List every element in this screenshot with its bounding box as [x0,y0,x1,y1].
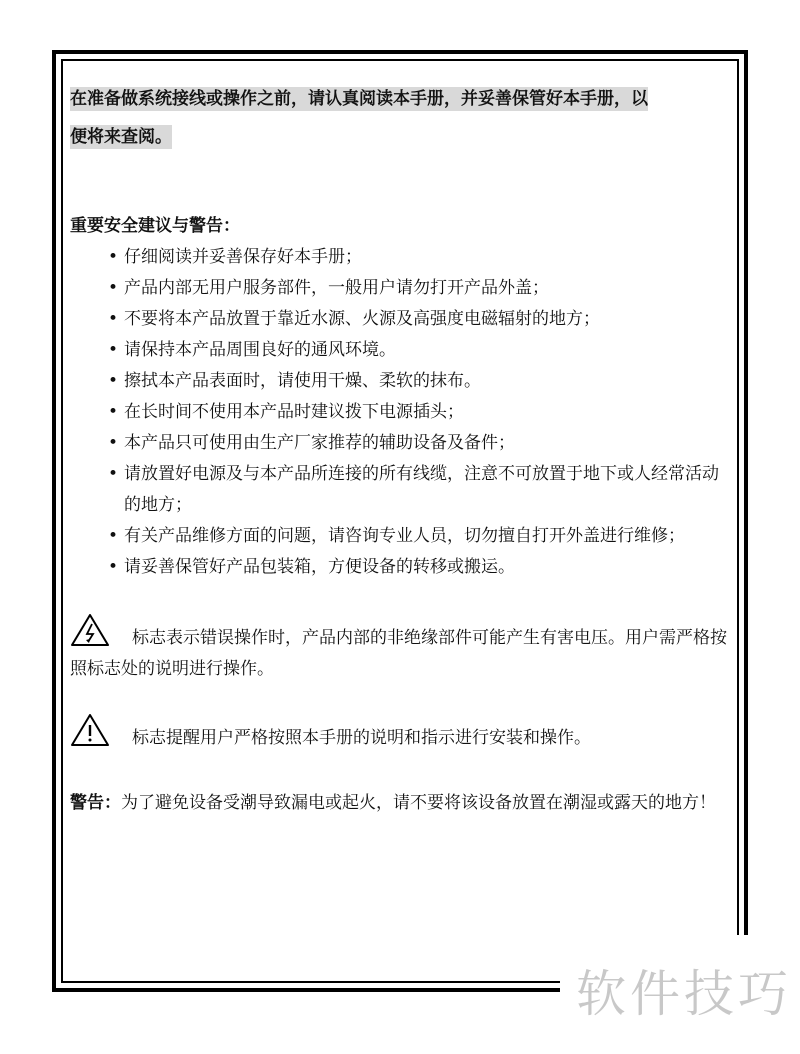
warning-paragraph [70,788,730,819]
manual-page-content [70,80,730,819]
intro-line-1: 在准备做系统接线或操作之前，请认真阅读本手册，并妥善保管好本手册，以 [70,89,648,109]
safety-item: • 有关产品维修方面的问题，请咨询专业人员，切勿擅自打开外盖进行维修； [108,521,730,552]
warning-label: 警告： [70,793,121,813]
safety-item: • 本产品只可使用由生产厂家推荐的辅助设备及备件； [108,428,730,459]
voltage-symbol-text: 标志表示错误操作时，产品内部的非绝缘部件可能产生有害电压。用户需严格按照标志处的说明进行操作。 [70,628,727,679]
high-voltage-warning-icon [70,613,110,647]
safety-item: • 请保持本产品周围良好的通风环境。 [108,335,730,366]
caution-symbol-text: 标志提醒用户严格按照本手册的说明和指示进行安装和操作。 [132,728,591,748]
safety-item: • 产品内部无用户服务部件，一般用户请勿打开产品外盖； [108,273,730,304]
safety-list [70,242,730,583]
safety-item: • 请妥善保管好产品包装箱，方便设备的转移或搬运。 [108,552,730,583]
safety-item: • 擦拭本产品表面时，请使用干燥、柔软的抹布。 [108,366,730,397]
safety-item: • 仔细阅读并妥善保存好本手册； [108,242,730,273]
watermark-text: 软件技巧 [576,965,792,1023]
warning-text: 为了避免设备受潮导致漏电或起火，请不要将该设备放置在潮湿或露天的地方！ [121,793,716,813]
voltage-symbol-note [70,613,730,685]
safety-item: • 不要将本产品放置于靠近水源、火源及高强度电磁辐射的地方； [108,304,730,335]
intro-line-2: 便将来查阅。 [70,127,172,147]
exclamation-warning-icon [70,713,110,747]
safety-item: • 在长时间不使用本产品时建议拨下电源插头； [108,397,730,428]
safety-item: • 请放置好电源及与本产品所连接的所有线缆，注意不可放置于地下或人经常活动的地方； [108,459,730,521]
intro-paragraph [70,80,730,156]
caution-symbol-note [70,713,730,754]
safety-section-title: 重要安全建议与警告： [70,216,240,236]
